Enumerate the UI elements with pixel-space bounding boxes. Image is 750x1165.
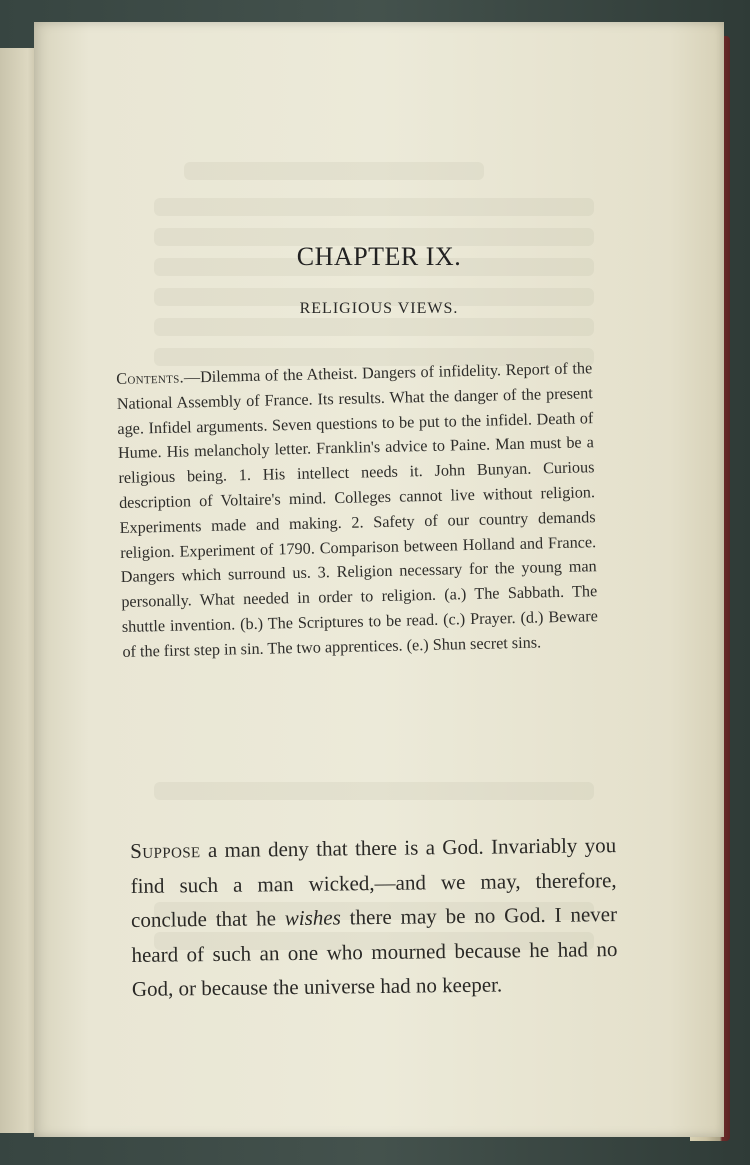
page-text [34,22,724,1137]
contents-label: Contents. [116,368,185,388]
body-emphasis: wishes [284,905,341,931]
chapter-contents [116,356,599,664]
chapter-subtitle: RELIGIOUS VIEWS. [299,300,459,317]
body-text-part1: a man deny that there is a God. Invariably you find such a man wicked,—and we may, therefore, conclude that he [130,833,617,932]
body-paragraph [130,828,618,1006]
body-text-part2: there may be no God. I never heard of such an one who mourned because he had no God, or because the universe had no keeper. [131,902,618,1001]
book-page [34,22,724,1137]
chapter-title: CHAPTER IX. [296,242,462,271]
contents-text: —Dilemma of the Atheist. Dangers of infidelity. Report of the National Assembly of France. Its results. What the danger of the present age. Infidel arguments. Seven questions to be put to the infidel. Death of Hume. His melancholy letter. Franklin's advice to Paine. Man must be a religious being. 1. His intellect needs it. John Bunyan. Curious description of Voltaire's mind. Colleges cannot live without religion. Experiments made and making. 2. Safety of our country demands religion. Experiment of 1790. Comparison between Holland and France. Dangers which surround us. 3. Religion necessary for the young man personally. What needed in order to religion. (a.) The Sabbath. The shuttle invention. (b.) The Scriptures to be read. (c.) Prayer. (d.) Beware of the first step in sin. The two apprentices. (e.) Shun secret sins. [116,359,598,661]
body-lead-word: Suppose [130,838,201,863]
